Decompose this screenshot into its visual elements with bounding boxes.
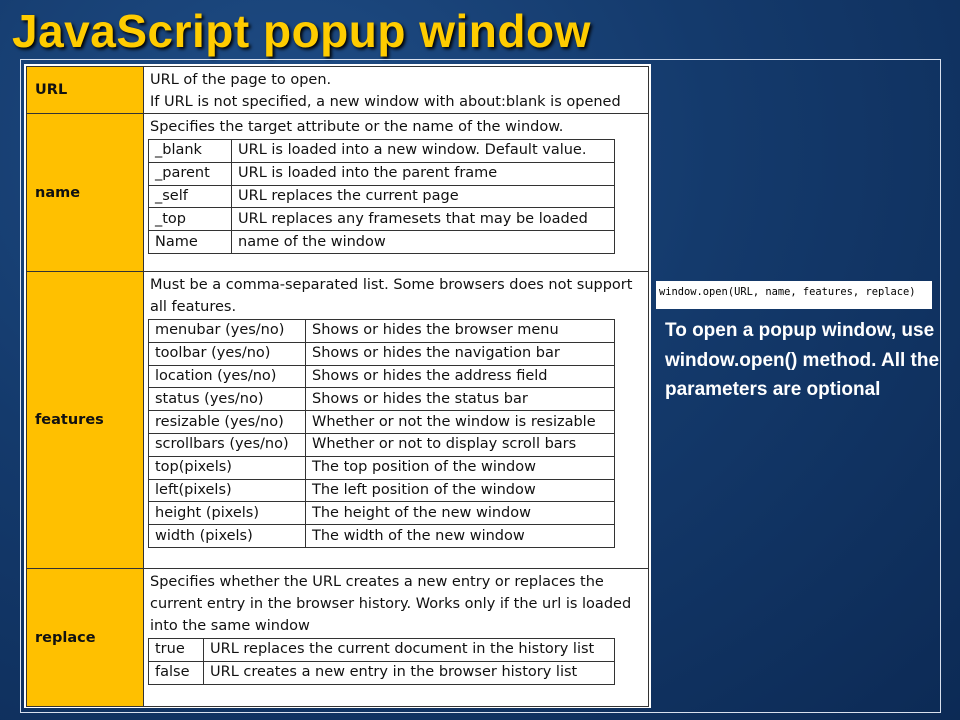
param-key-features: features [27, 272, 144, 569]
param-row-url [27, 67, 649, 114]
window-open-signature: window.open(URL, name, features, replace) [656, 281, 932, 309]
name-value-option: Name [149, 231, 232, 254]
name-value-description: URL is loaded into a new window. Default value. [232, 140, 615, 163]
features-value-option: left(pixels) [149, 479, 306, 502]
features-value-row [149, 320, 615, 343]
name-values-table [148, 139, 615, 254]
parameters-table-image [24, 64, 651, 708]
name-value-row [149, 162, 615, 185]
features-value-description: Shows or hides the browser menu [306, 320, 615, 343]
features-value-row [149, 388, 615, 411]
replace-values-table [148, 638, 615, 685]
features-value-row [149, 433, 615, 456]
name-value-row [149, 208, 615, 231]
replace-value-description: URL replaces the current document in the history list [204, 639, 615, 662]
features-value-row [149, 342, 615, 365]
replace-value-row [149, 639, 615, 662]
param-desc-features [144, 272, 649, 569]
parameters-table [26, 66, 649, 707]
features-value-description: Whether or not the window is resizable [306, 411, 615, 434]
name-value-description: name of the window [232, 231, 615, 254]
param-desc-name [144, 114, 649, 272]
param-row-replace [27, 569, 649, 707]
features-value-option: menubar (yes/no) [149, 320, 306, 343]
slide-title: JavaScript popup window [12, 5, 591, 57]
param-key-name: name [27, 114, 144, 272]
features-value-description: Shows or hides the status bar [306, 388, 615, 411]
param-key-replace: replace [27, 569, 144, 707]
features-desc: Must be a comma-separated list. Some browsers does not support all features. [150, 277, 633, 315]
param-row-features [27, 272, 649, 569]
features-value-row [149, 502, 615, 525]
name-desc: Specifies the target attribute or the name of the window. [150, 119, 564, 135]
features-value-description: The top position of the window [306, 456, 615, 479]
features-value-option: width (pixels) [149, 525, 306, 548]
param-desc-replace [144, 569, 649, 707]
replace-value-description: URL creates a new entry in the browser history list [204, 661, 615, 684]
features-value-option: height (pixels) [149, 502, 306, 525]
name-value-option: _parent [149, 162, 232, 185]
features-value-description: The height of the new window [306, 502, 615, 525]
features-value-description: Whether or not to display scroll bars [306, 433, 615, 456]
features-value-option: scrollbars (yes/no) [149, 433, 306, 456]
features-value-row [149, 479, 615, 502]
features-value-description: Shows or hides the navigation bar [306, 342, 615, 365]
name-value-description: URL is loaded into the parent frame [232, 162, 615, 185]
features-value-option: location (yes/no) [149, 365, 306, 388]
features-value-description: The left position of the window [306, 479, 615, 502]
param-desc-url [144, 67, 649, 114]
replace-desc: Specifies whether the URL creates a new entry or replaces the current entry in the browser history. Works only if the url is loaded into the same window [150, 574, 632, 634]
name-value-row [149, 185, 615, 208]
explanation-text: To open a popup window, use window.open() method. All the parameters are optional [665, 320, 940, 400]
replace-value-option: true [149, 639, 204, 662]
features-value-row [149, 411, 615, 434]
url-desc-line2: If URL is not specified, a new window with about:blank is opened [150, 94, 621, 110]
features-value-description: The width of the new window [306, 525, 615, 548]
name-value-row [149, 231, 615, 254]
param-row-name [27, 114, 649, 272]
name-value-option: _top [149, 208, 232, 231]
name-value-option: _blank [149, 140, 232, 163]
replace-value-option: false [149, 661, 204, 684]
features-value-option: top(pixels) [149, 456, 306, 479]
replace-value-row [149, 661, 615, 684]
name-value-row [149, 140, 615, 163]
features-value-option: toolbar (yes/no) [149, 342, 306, 365]
features-values-table [148, 319, 615, 548]
features-value-option: resizable (yes/no) [149, 411, 306, 434]
features-value-option: status (yes/no) [149, 388, 306, 411]
features-value-row [149, 365, 615, 388]
name-value-option: _self [149, 185, 232, 208]
features-value-description: Shows or hides the address field [306, 365, 615, 388]
url-desc-line1: URL of the page to open. [150, 72, 332, 88]
features-value-row [149, 456, 615, 479]
param-key-url: URL [27, 67, 144, 114]
name-value-description: URL replaces the current page [232, 185, 615, 208]
name-value-description: URL replaces any framesets that may be loaded [232, 208, 615, 231]
features-value-row [149, 525, 615, 548]
